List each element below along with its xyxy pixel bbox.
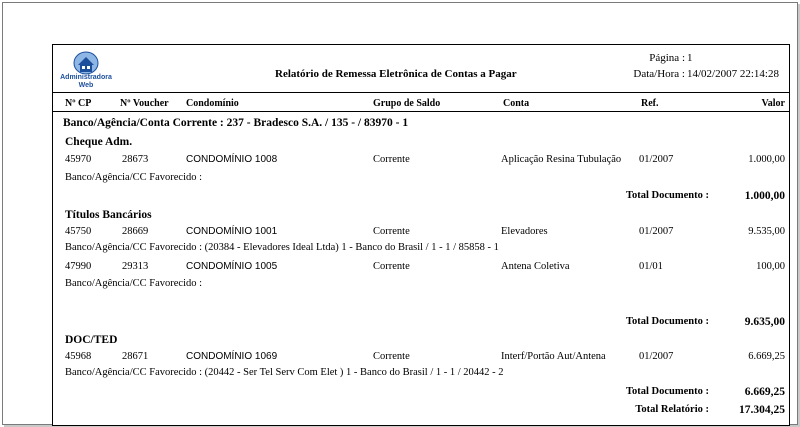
cell-valor: 9.535,00 (748, 226, 785, 237)
datetime-label: Data/Hora : (633, 68, 685, 80)
section-title: Títulos Bancários (65, 209, 152, 221)
cell-valor: 1.000,00 (748, 154, 785, 165)
favorecido-line: Banco/Agência/CC Favorecido : (65, 278, 203, 289)
page-label: Página : (649, 52, 685, 64)
report-title: Relatório de Remessa Eletrônica de Contas a Pagar (275, 68, 517, 80)
total-documento-label: Total Documento : (625, 316, 709, 327)
cell-condominio: CONDOMÍNIO 1001 (186, 226, 278, 237)
total-documento-value: 9.635,00 (744, 316, 785, 328)
cell-cp: 45970 (65, 154, 92, 165)
total-relatorio-label: Total Relatório : (635, 404, 709, 415)
col-ref: Ref. (641, 98, 659, 109)
col-condominio: Condomínio (186, 98, 239, 109)
total-relatorio-value: 17.304,25 (739, 404, 785, 416)
cell-condominio: CONDOMÍNIO 1005 (186, 261, 278, 272)
cell-ref: 01/01 (639, 261, 663, 272)
col-valor: Valor (761, 98, 785, 109)
section-title: Cheque Adm. (65, 136, 133, 148)
cell-valor: 6.669,25 (748, 351, 785, 362)
report-sheet (52, 44, 790, 426)
logo-line-1: Administradora (60, 74, 112, 81)
header-top-rule (53, 92, 789, 93)
col-voucher: Nº Voucher (120, 98, 169, 109)
cell-ref: 01/2007 (639, 226, 674, 237)
cell-grupo: Corrente (373, 226, 410, 237)
cell-grupo: Corrente (373, 261, 410, 272)
cell-ref: 01/2007 (639, 351, 674, 362)
cell-conta: Elevadores (501, 226, 548, 237)
col-cp: Nº CP (65, 98, 92, 109)
cell-grupo: Corrente (373, 154, 410, 165)
bank-account-line: Banco/Agência/Conta Corrente : 237 - Bradesco S.A. / 135 - / 83970 - 1 (63, 117, 409, 129)
cell-voucher: 28673 (122, 154, 149, 165)
total-documento-label: Total Documento : (625, 190, 709, 201)
cell-cp: 45750 (65, 226, 92, 237)
cell-grupo: Corrente (373, 351, 410, 362)
page-number: 1 (687, 52, 693, 64)
cell-cp: 45968 (65, 351, 92, 362)
total-documento-value: 1.000,00 (744, 190, 785, 202)
favorecido-line: Banco/Agência/CC Favorecido : (65, 172, 203, 183)
cell-conta: Aplicação Resina Tubulação (501, 154, 622, 165)
cell-valor: 100,00 (756, 261, 785, 272)
logo-line-2: Web (78, 82, 94, 89)
col-grupo: Grupo de Saldo (373, 98, 441, 109)
col-conta: Conta (503, 98, 530, 109)
cell-conta: Antena Coletiva (501, 261, 570, 272)
company-logo (55, 48, 117, 92)
cell-voucher: 29313 (122, 261, 149, 272)
cell-voucher: 28669 (122, 226, 149, 237)
cell-condominio: CONDOMÍNIO 1069 (186, 351, 278, 362)
total-documento-label: Total Documento : (625, 386, 709, 397)
cell-conta: Interf/Portão Aut/Antena (501, 351, 606, 362)
favorecido-line: Banco/Agência/CC Favorecido : (20442 - Ser Tel Serv Com Elet ) 1 - Banco do Brasil / 1 - 1 / 20442 - 2 (65, 367, 504, 378)
total-documento-value: 6.669,25 (744, 386, 785, 398)
favorecido-line: Banco/Agência/CC Favorecido : (20384 - Elevadores Ideal Ltda) 1 - Banco do Brasil / 1 - 1 / 85858 - 1 (65, 242, 499, 253)
header-bottom-rule (53, 111, 789, 112)
house-globe-icon (55, 48, 117, 76)
cell-ref: 01/2007 (639, 154, 674, 165)
cell-condominio: CONDOMÍNIO 1008 (186, 154, 278, 165)
cell-voucher: 28671 (122, 351, 149, 362)
cell-cp: 47990 (65, 261, 92, 272)
logo-text (55, 74, 117, 90)
section-title: DOC/TED (65, 334, 118, 346)
datetime-value: 14/02/2007 22:14:28 (687, 68, 779, 80)
